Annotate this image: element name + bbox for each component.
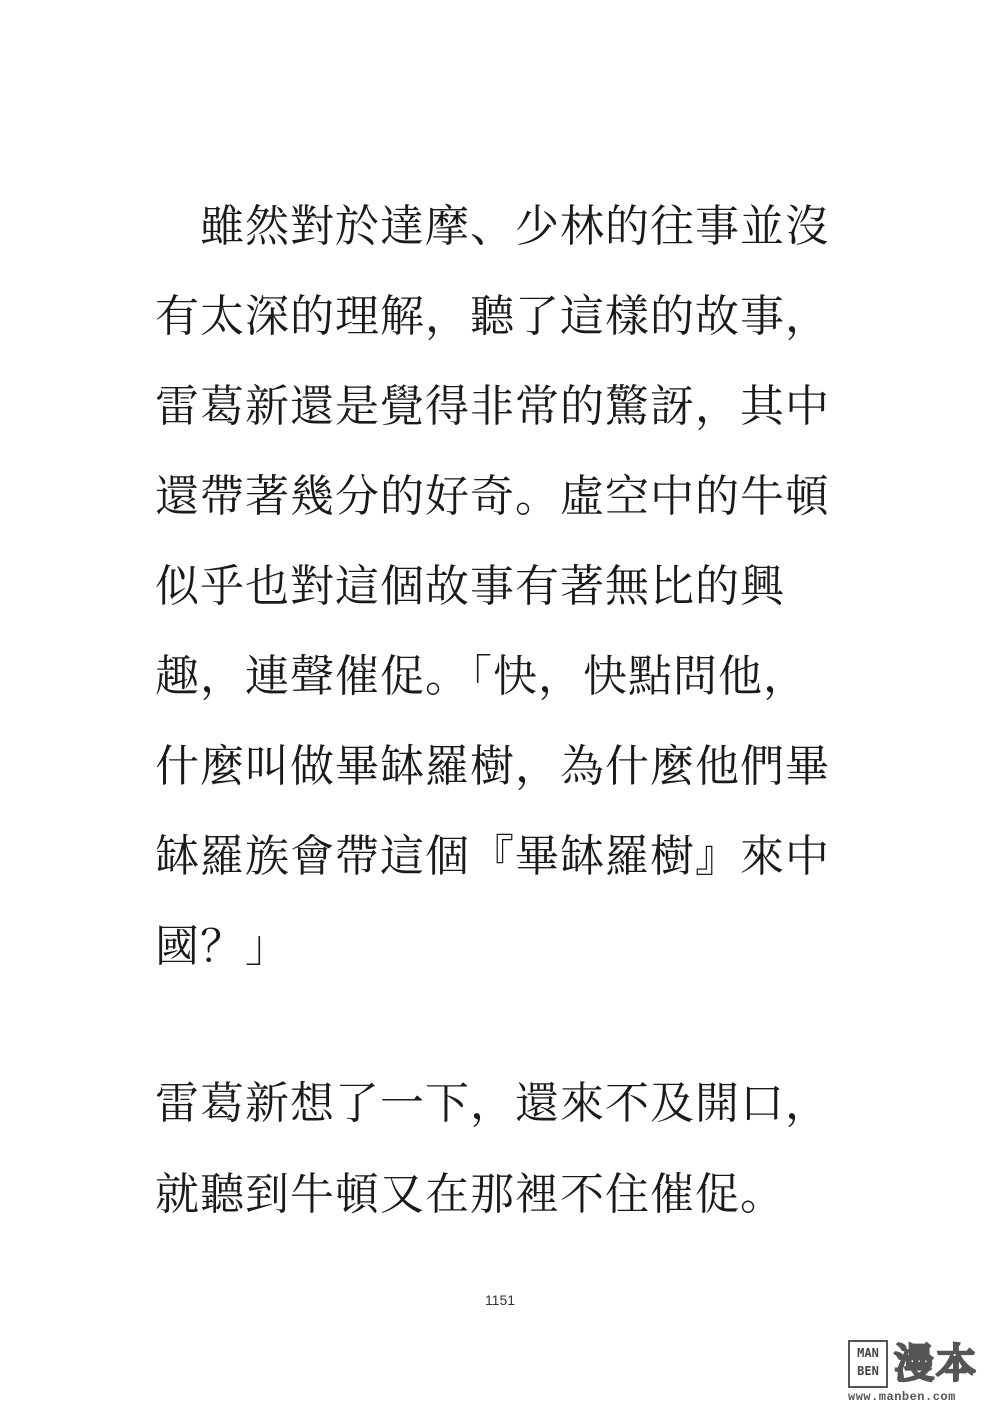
page-number: 1151 bbox=[484, 1292, 516, 1308]
text-line: 有太深的理解，聽了這樣的故事， bbox=[155, 291, 830, 342]
paragraph-2 bbox=[155, 1078, 855, 1264]
watermark-url: www.manben.com bbox=[848, 1390, 956, 1404]
paragraph-1 bbox=[155, 201, 855, 1015]
text-line: 還帶著幾分的好奇。虛空中的牛頓 bbox=[155, 471, 830, 522]
watermark-chars: 漫本 bbox=[894, 1341, 978, 1387]
text-line: 雖然對於達摩、少林的往事並沒 bbox=[155, 201, 830, 252]
text-line: 就聽到牛頓又在那裡不住催促。 bbox=[155, 1169, 785, 1220]
watermark-box-top: MAN bbox=[857, 1346, 879, 1360]
text-line: 雷葛新想了一下，還來不及開口， bbox=[155, 1078, 830, 1129]
watermark-box-bottom: BEN bbox=[857, 1364, 879, 1378]
text-line: 缽羅族會帶這個『畢缽羅樹』來中 bbox=[155, 831, 830, 882]
watermark-logo bbox=[848, 1340, 988, 1406]
text-line: 雷葛新還是覺得非常的驚訝，其中 bbox=[155, 381, 830, 432]
text-line: 國？」 bbox=[155, 921, 290, 972]
text-line: 似乎也對這個故事有著無比的興 bbox=[155, 561, 785, 612]
text-line: 什麼叫做畢缽羅樹，為什麼他們畢 bbox=[155, 741, 830, 792]
text-line: 趣，連聲催促。「快，快點問他， bbox=[155, 651, 808, 702]
watermark-box bbox=[848, 1340, 888, 1388]
